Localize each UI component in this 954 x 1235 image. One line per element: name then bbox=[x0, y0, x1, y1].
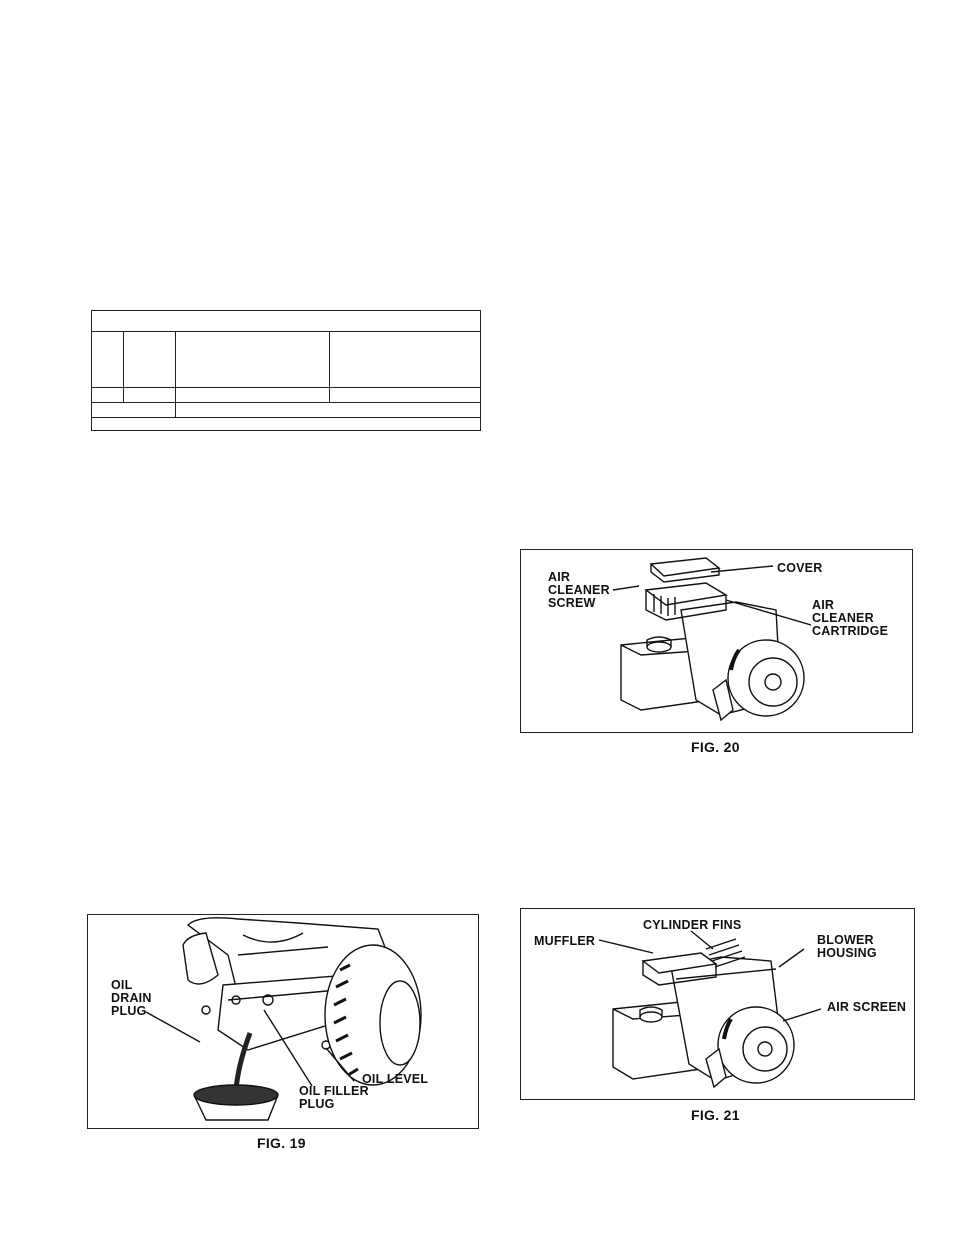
fig20-frame bbox=[520, 549, 913, 733]
empty-table bbox=[91, 310, 481, 431]
cylinder-fins-label: CYLINDER FINS bbox=[643, 918, 742, 932]
table-rule bbox=[329, 331, 330, 402]
table-rule bbox=[92, 417, 480, 418]
fig21-frame bbox=[520, 908, 915, 1100]
muffler-label: MUFFLER bbox=[534, 934, 596, 948]
air-cleaner-cartridge-label: AIR CLEANER CARTRIDGE bbox=[812, 598, 889, 638]
table-rule bbox=[92, 331, 480, 332]
blower-housing-label: BLOWER HOUSING bbox=[817, 933, 877, 960]
fig20-caption: FIG. 20 bbox=[691, 739, 740, 755]
fig19-frame bbox=[87, 914, 479, 1129]
table-rule bbox=[92, 387, 480, 388]
fig19-caption: FIG. 19 bbox=[257, 1135, 306, 1151]
table-rule bbox=[123, 331, 124, 402]
oil-drain-illustration bbox=[88, 915, 480, 1130]
table-rule bbox=[175, 331, 176, 417]
table-rule bbox=[92, 402, 480, 403]
oil-drain-plug-label: OIL DRAIN PLUG bbox=[111, 978, 152, 1018]
oil-level-label: OIL LEVEL bbox=[362, 1072, 429, 1086]
air-cleaner-screw-label: AIR CLEANER SCREW bbox=[548, 570, 610, 610]
oil-filler-plug-label: OIL FILLER PLUG bbox=[299, 1084, 369, 1111]
cover-label: COVER bbox=[777, 561, 823, 575]
air-screen-label: AIR SCREEN bbox=[827, 1000, 907, 1014]
fig21-caption: FIG. 21 bbox=[691, 1107, 740, 1123]
